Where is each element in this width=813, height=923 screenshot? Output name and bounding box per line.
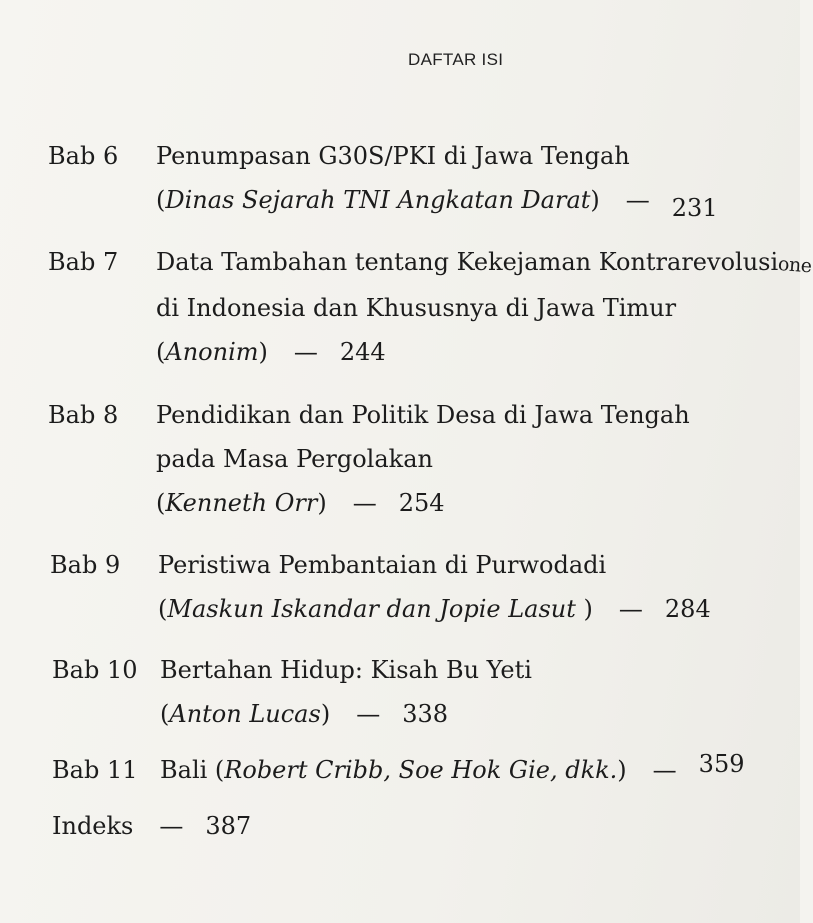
page-number: 359 — [698, 750, 745, 778]
chapter-title: Bertahan Hidup: Kisah Bu Yeti — [160, 656, 532, 684]
chapter-label: Bab 7 — [48, 248, 119, 276]
page-number: 244 — [339, 338, 386, 366]
chapter-title: Peristiwa Pembantaian di Purwodadi — [158, 551, 607, 579]
chapter-label: Bab 9 — [50, 551, 121, 579]
chapter-author: Maskun Iskandar dan Jopie Lasut — [167, 595, 584, 623]
chapter-author: Dinas Sejarah TNI Angkatan Darat — [165, 186, 591, 214]
chapter-text — [160, 748, 744, 792]
page-number: 231 — [671, 194, 718, 222]
chapter-author: Anton Lucas — [169, 700, 321, 728]
chapter-text — [158, 543, 711, 631]
chapter-author: Robert Cribb, Soe Hok Gie, dkk. — [224, 756, 618, 784]
chapter-title: Penumpasan G30S/PKI di Jawa Tengah — [156, 142, 630, 170]
chapter-text — [156, 134, 718, 222]
chapter-text — [156, 393, 690, 525]
page-number: 284 — [664, 595, 711, 623]
page-number: 254 — [398, 489, 445, 517]
indeks-label: Indeks — [52, 812, 134, 840]
chapter-author: Kenneth Orr — [165, 489, 318, 517]
chapter-title-line-2: pada Masa Pergolakan — [156, 445, 433, 473]
page-header: DAFTAR ISI — [408, 50, 504, 69]
chapter-label: Bab 11 — [52, 756, 138, 784]
dash: — — [652, 756, 677, 784]
chapter-title — [156, 240, 812, 286]
chapter-title: Bali ( — [160, 756, 225, 784]
chapter-title-main: Data Tambahan tentang Kekejaman Kontrarevolusi — [156, 248, 779, 276]
chapter-title-line — [160, 748, 744, 792]
chapter-author-line: (Dinas Sejarah TNI Angkatan Darat) — 231 — [156, 178, 718, 222]
dash: — — [159, 812, 184, 840]
chapter-title-suffix: ) — [617, 756, 627, 784]
chapter-title: Pendidikan dan Politik Desa di Jawa Tengah — [156, 401, 690, 429]
chapter-label: Bab 8 — [48, 401, 119, 429]
chapter-text — [156, 240, 812, 374]
toc-entry-indeks — [52, 812, 251, 840]
chapter-text — [160, 648, 532, 736]
chapter-author: Anonim — [165, 338, 259, 366]
dash: — — [625, 186, 650, 214]
chapter-author-line: (Anonim) — 244 — [156, 330, 812, 374]
chapter-title-tail: one — [777, 253, 813, 278]
page-number: 338 — [402, 700, 448, 728]
page-number: 387 — [205, 812, 252, 840]
chapter-author-line: (Kenneth Orr) — 254 — [156, 481, 690, 525]
chapter-label: Bab 10 — [52, 656, 138, 684]
dash: — — [293, 338, 318, 366]
chapter-author-line: (Maskun Iskandar dan Jopie Lasut ) — 284 — [158, 587, 711, 631]
dash: — — [352, 489, 377, 517]
dash: — — [356, 700, 381, 728]
chapter-title-line-2: di Indonesia dan Khususnya di Jawa Timur — [156, 294, 677, 322]
dash: — — [618, 595, 643, 623]
chapter-label: Bab 6 — [48, 142, 119, 170]
chapter-author-line: (Anton Lucas) — 338 — [160, 692, 532, 736]
